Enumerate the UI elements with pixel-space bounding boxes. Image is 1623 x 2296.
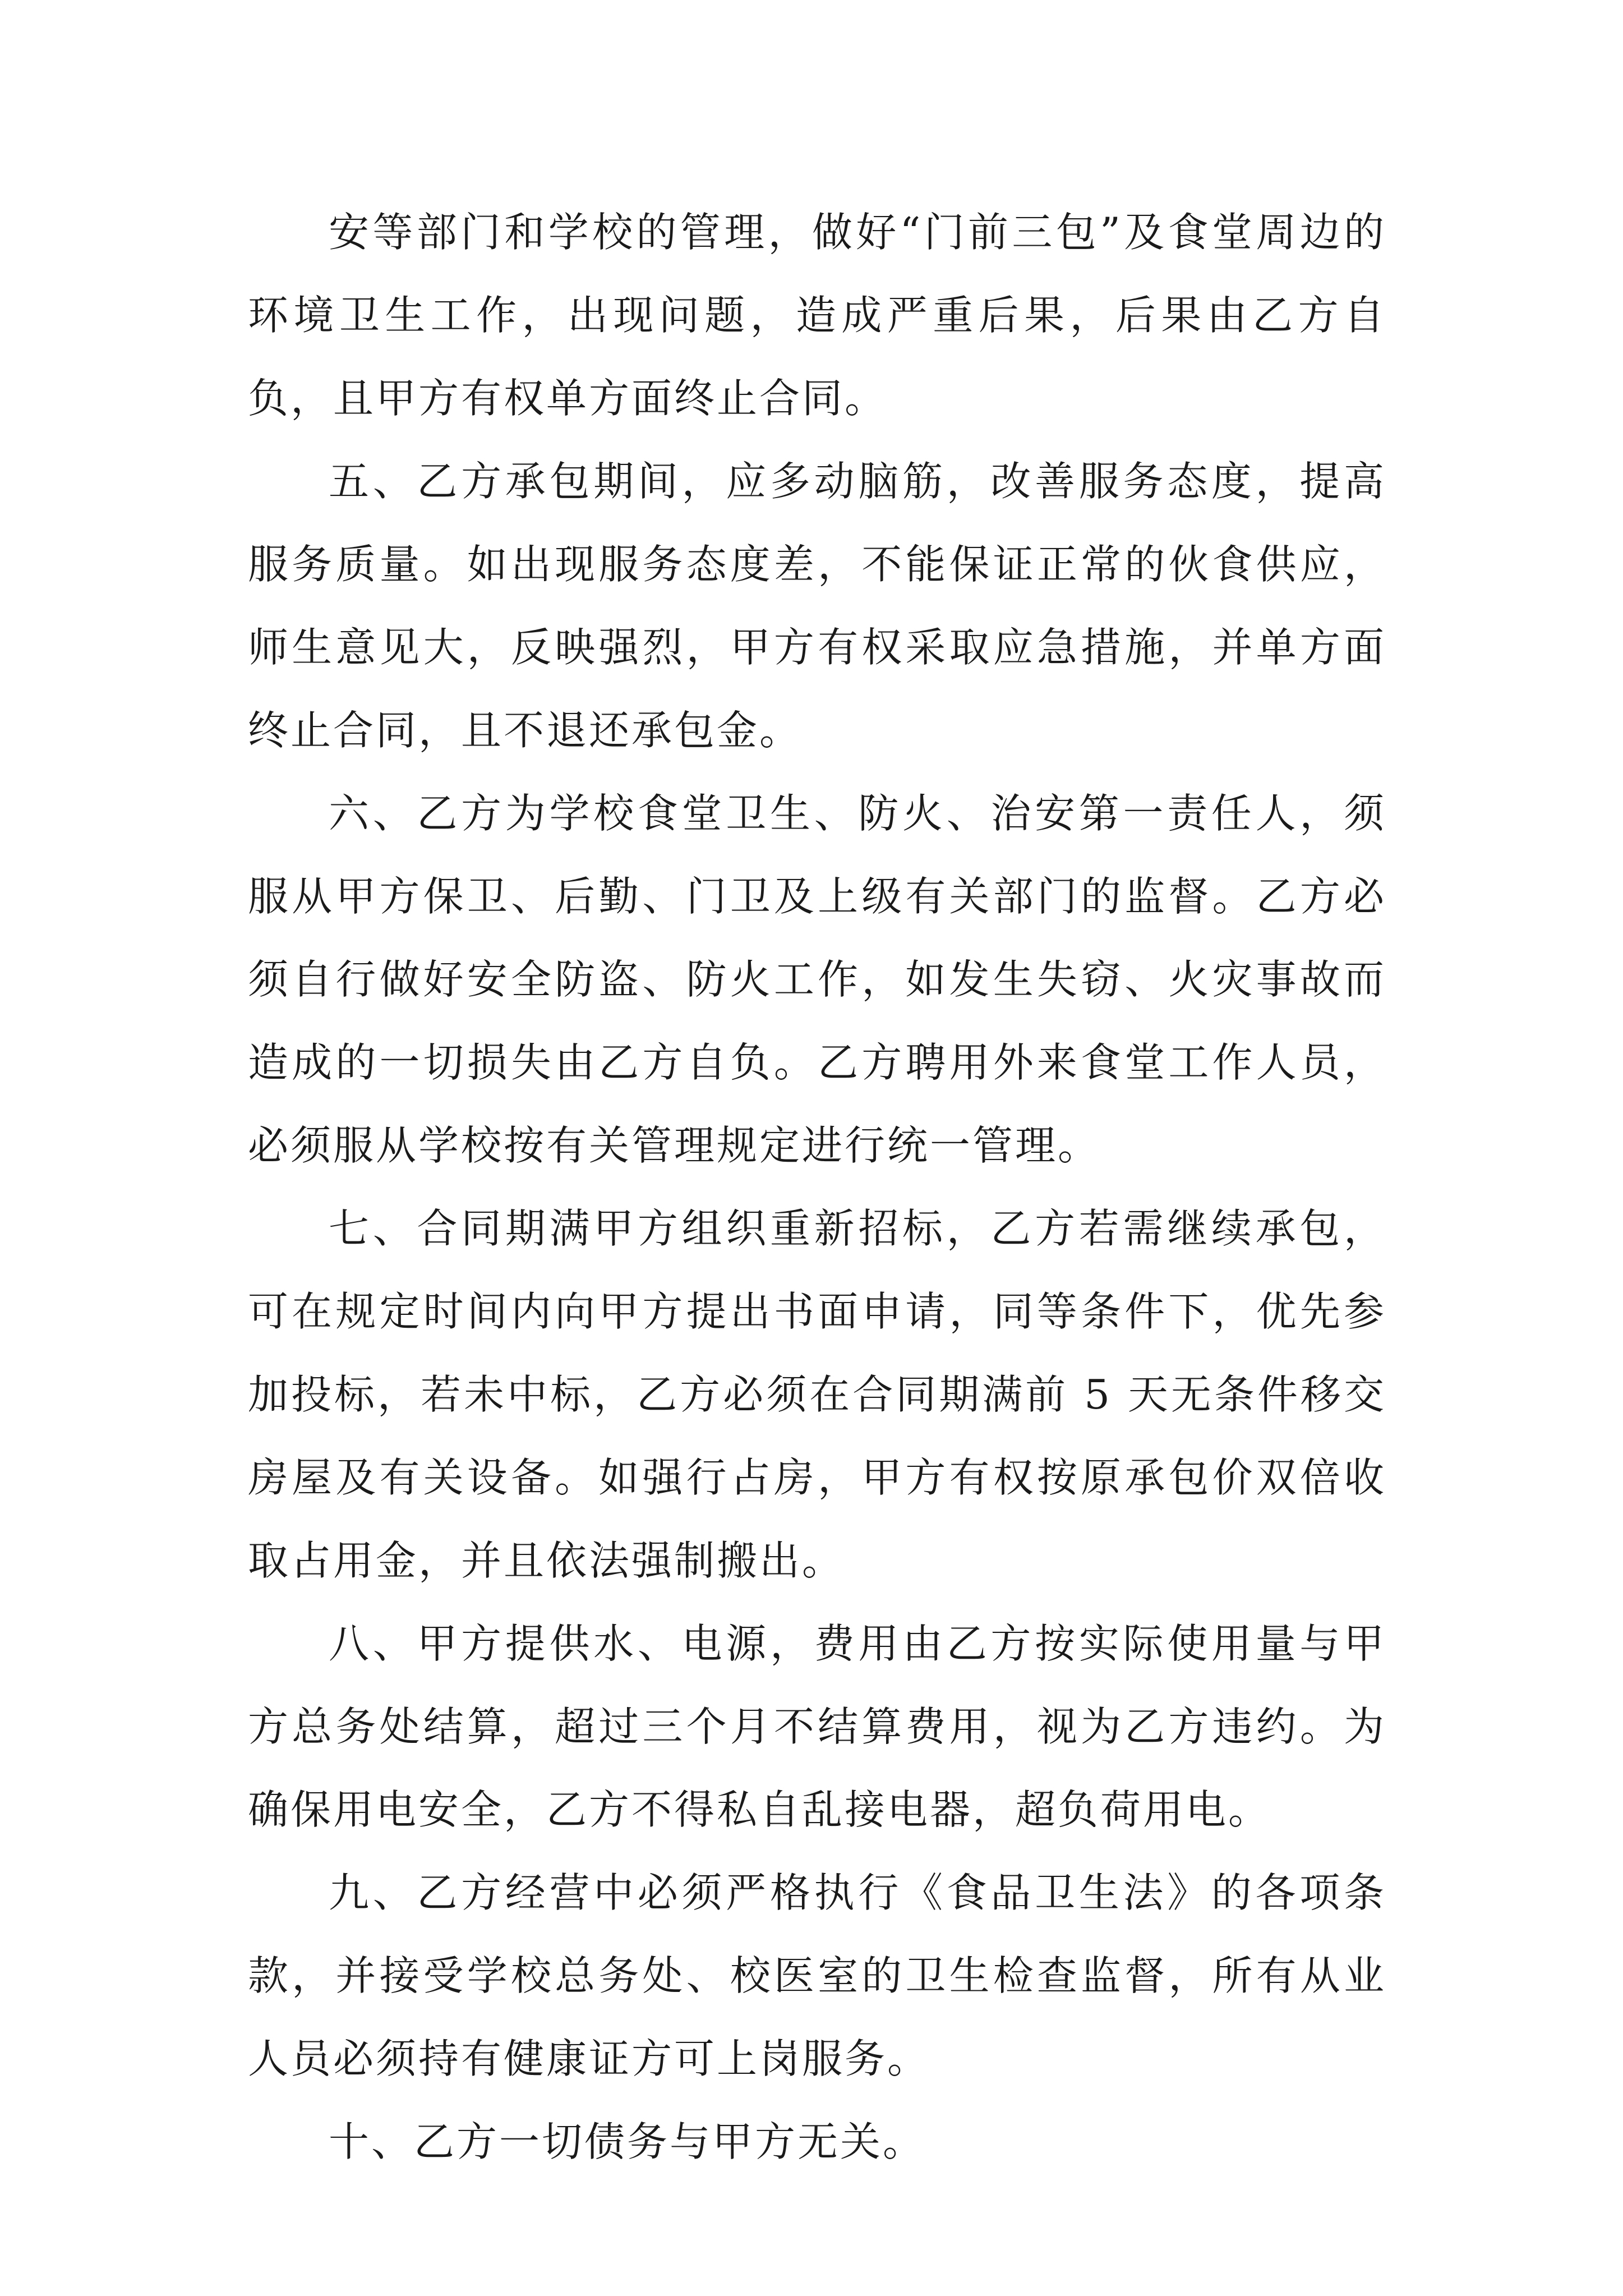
- document-body: [248, 191, 1386, 2183]
- paragraph-clause-8: 八、甲方提供水、电源，费用由乙方按实际使用量与甲方总务处结算，超过三个月不结算费用，视为乙方违约。为确保用电安全，乙方不得私自乱接电器，超负荷用电。: [248, 1620, 1386, 1833]
- paragraph-clause-10: 十、乙方一切债务与甲方无关。: [329, 2118, 926, 2165]
- paragraph-continuation: 安等部门和学校的管理，做好“门前三包”及食堂周边的环境卫生工作，出现问题，造成严重后果，后果由乙方自负，且甲方有权单方面终止合同。: [248, 209, 1386, 422]
- paragraph-clause-9: 九、乙方经营中必须严格执行《食品卫生法》的各项条款，并接受学校总务处、校医室的卫生检查监督，所有从业人员必须持有健康证方可上岗服务。: [248, 1869, 1386, 2082]
- paragraph-clause-7: 七、合同期满甲方组织重新招标，乙方若需继续承包，可在规定时间内向甲方提出书面申请，同等条件下，优先参加投标，若未中标，乙方必须在合同期满前 5 天无条件移交房屋及有关设备。如强行占房，甲方有权按原承包价双倍收取占用金，并且依法强制搬出。: [248, 1205, 1386, 1584]
- paragraph-clause-5: 五、乙方承包期间，应多动脑筋，改善服务态度，提高服务质量。如出现服务态度差，不能保证正常的伙食供应，师生意见大，反映强烈，甲方有权采取应急措施，并单方面终止合同，且不退还承包金。: [248, 458, 1386, 754]
- paragraph-clause-6: 六、乙方为学校食堂卫生、防火、治安第一责任人，须服从甲方保卫、后勤、门卫及上级有关部门的监督。乙方必须自行做好安全防盗、防火工作，如发生失窃、火灾事故而造成的一切损失由乙方自负。乙方聘用外来食堂工作人员，必须服从学校按有关管理规定进行统一管理。: [248, 790, 1386, 1169]
